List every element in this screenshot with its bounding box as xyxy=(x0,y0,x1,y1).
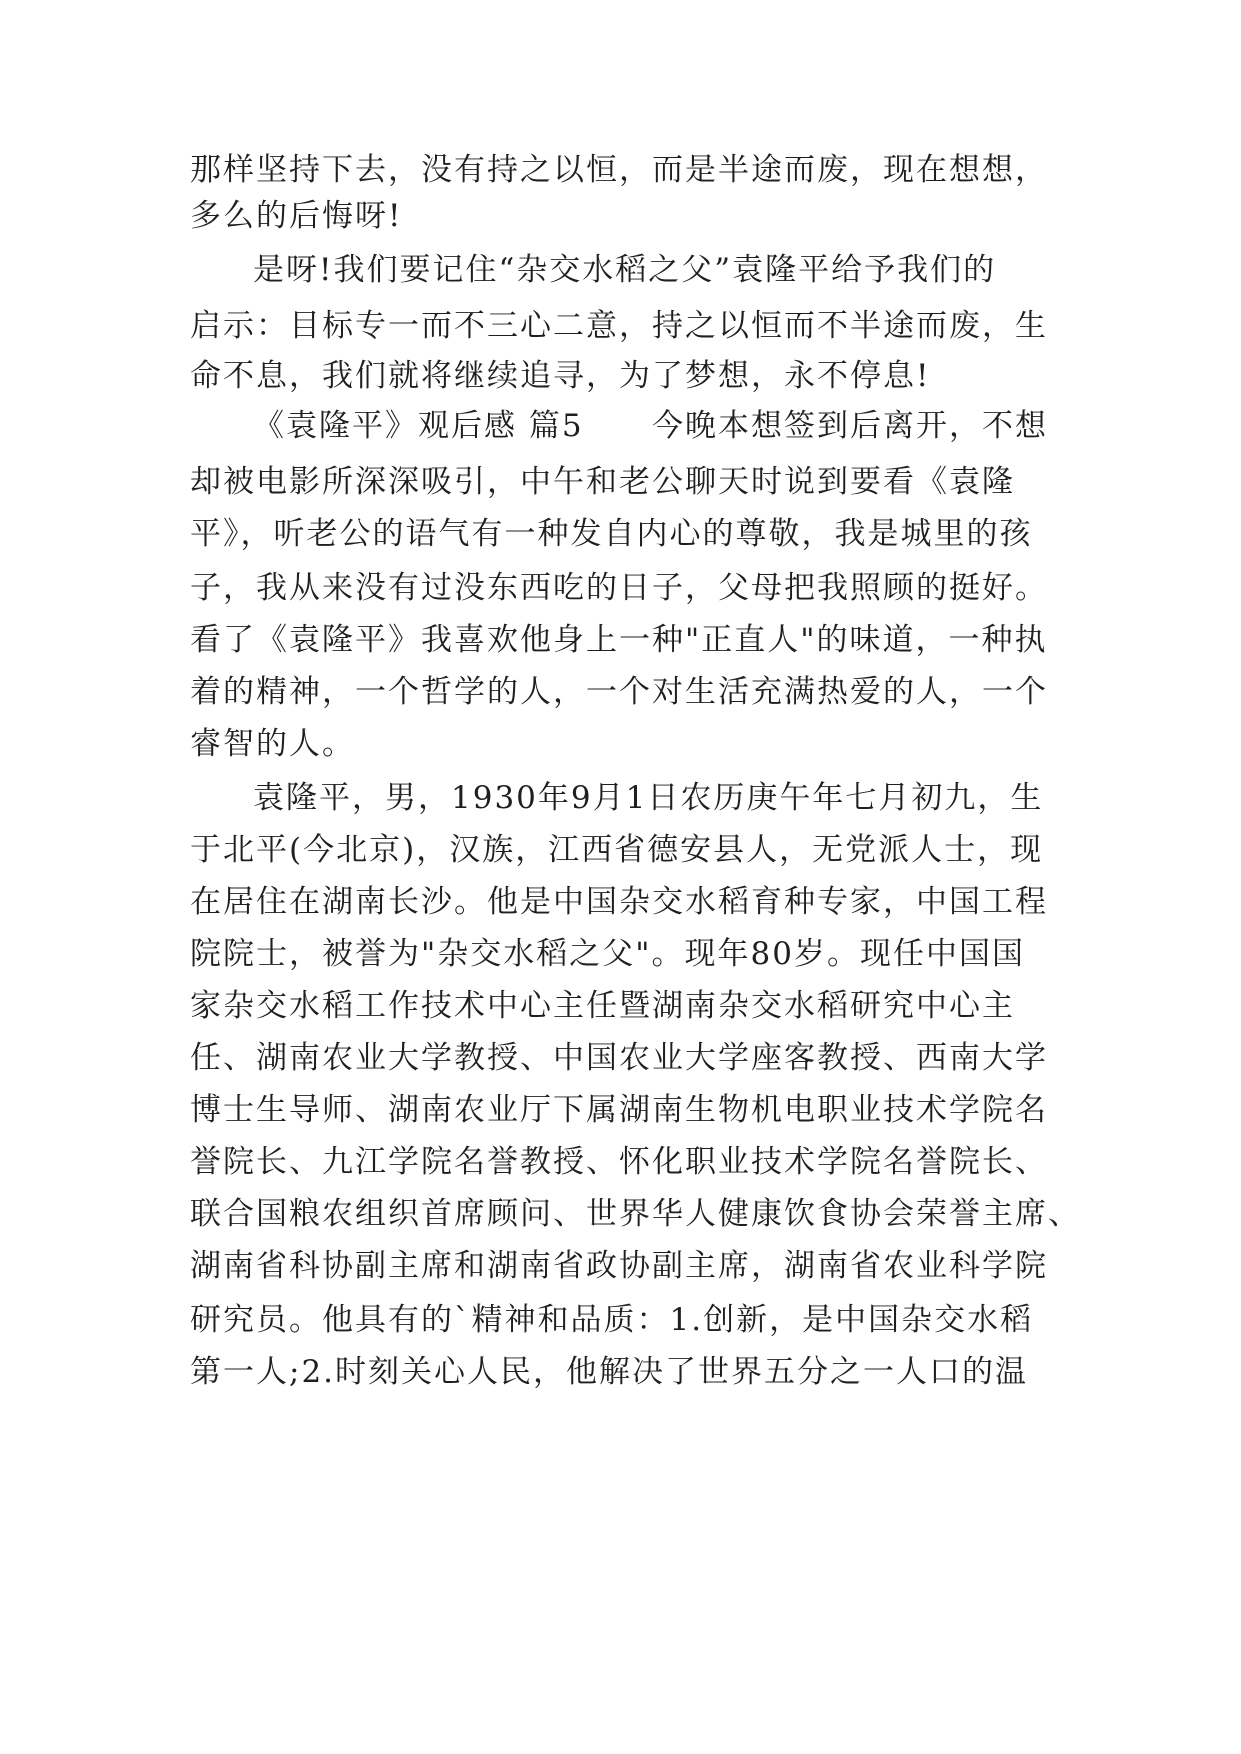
text-line: 院院士，被誉为"杂交水稻之父"。现年80岁。现任中国国 xyxy=(190,936,1025,972)
paragraph-start-line: 是呀!我们要记住“杂交水稻之父”袁隆平给予我们的 xyxy=(253,252,997,288)
text-line: 博士生导师、湖南农业厅下属湖南生物机电职业技术学院名 xyxy=(190,1092,1048,1128)
paragraph-start-line: 袁隆平，男，1930年9月1日农历庚午年七月初九，生 xyxy=(253,780,1044,816)
text-line: 在居住在湖南长沙。他是中国杂交水稻育种专家，中国工程 xyxy=(190,884,1048,920)
text-line: 多么的后悔呀! xyxy=(190,198,403,234)
text-line: 那样坚持下去，没有持之以恒，而是半途而废，现在想想， xyxy=(190,152,1048,188)
text-line: 今晚本想签到后离开，不想 xyxy=(652,408,1048,444)
text-line: 任、湖南农业大学教授、中国农业大学座客教授、西南大学 xyxy=(190,1040,1048,1076)
text-line: 子，我从来没有过没东西吃的日子，父母把我照顾的挺好。 xyxy=(190,570,1048,606)
text-line: 启示：目标专一而不三心二意，持之以恒而不半途而废，生 xyxy=(190,308,1048,344)
text-line: 睿智的人。 xyxy=(190,726,355,762)
text-line: 研究员。他具有的`精神和品质：1.创新，是中国杂交水稻 xyxy=(190,1302,1034,1338)
text-line: 着的精神，一个哲学的人，一个对生活充满热爱的人，一个 xyxy=(190,674,1048,710)
text-line: 看了《袁隆平》我喜欢他身上一种"正直人"的味道，一种执 xyxy=(190,622,1048,658)
text-line: 平》，听老公的语气有一种发自内心的尊敬，我是城里的孩 xyxy=(190,516,1033,552)
text-line: 湖南省科协副主席和湖南省政协副主席，湖南省农业科学院 xyxy=(190,1248,1048,1284)
text-line: 却被电影所深深吸引，中午和老公聊天时说到要看《袁隆 xyxy=(190,464,1015,500)
text-line: 命不息，我们就将继续追寻，为了梦想，永不停息! xyxy=(190,358,931,394)
text-line: 联合国粮农组织首席顾问、世界华人健康饮食协会荣誉主席、 xyxy=(190,1196,1081,1232)
section-heading: 《袁隆平》观后感 篇5 xyxy=(253,408,584,444)
text-line: 第一人;2.时刻关心人民，他解决了世界五分之一人口的温 xyxy=(190,1354,1029,1390)
text-line: 家杂交水稻工作技术中心主任暨湖南杂交水稻研究中心主 xyxy=(190,988,1015,1024)
text-line: 誉院长、九江学院名誉教授、怀化职业技术学院名誉院长、 xyxy=(190,1144,1048,1180)
text-line: 于北平(今北京)，汉族，江西省德安县人，无党派人士，现 xyxy=(190,832,1044,868)
